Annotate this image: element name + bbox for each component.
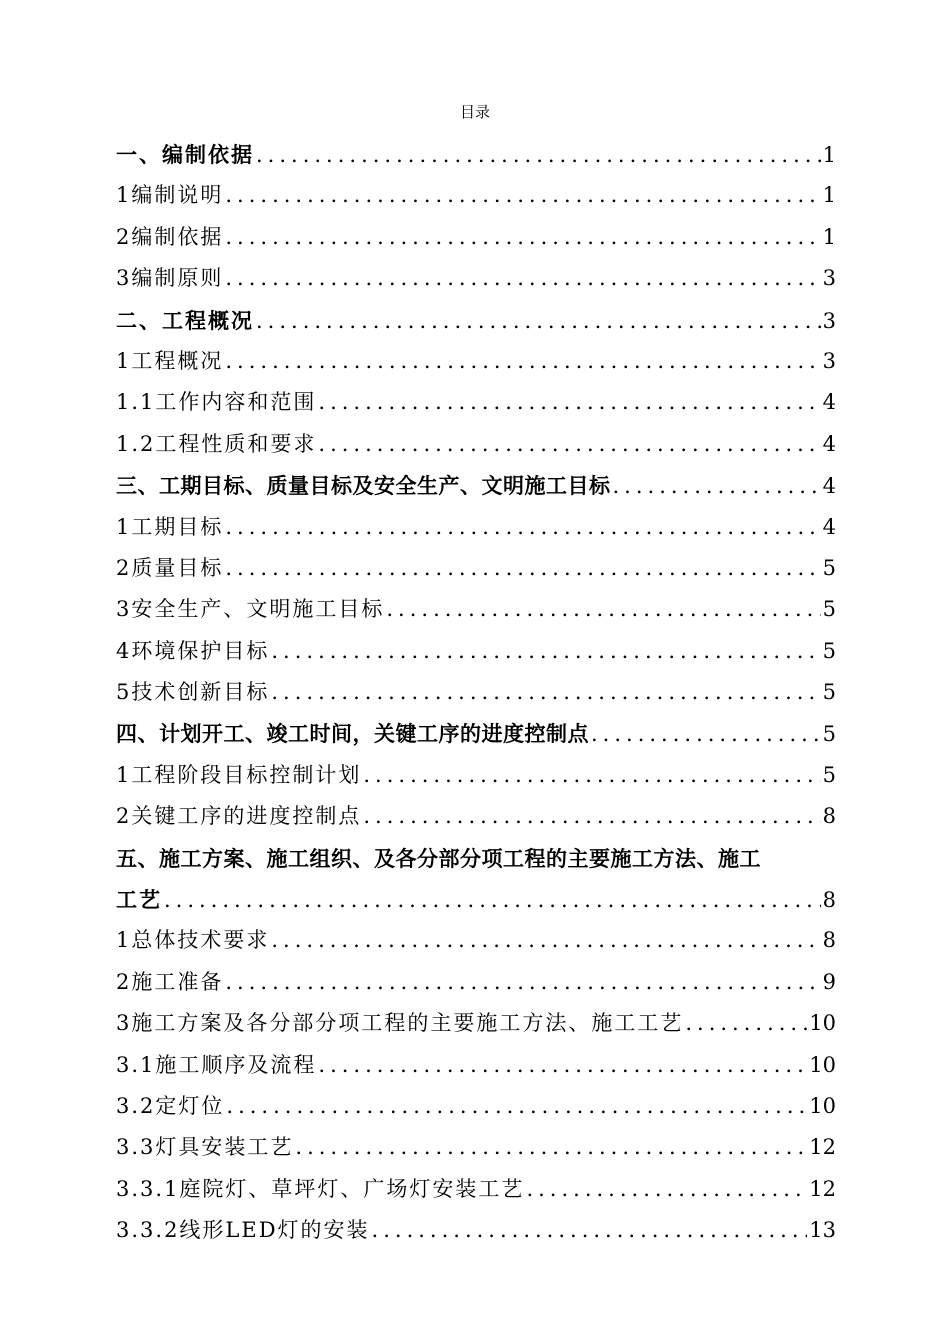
toc-entry-text: 3.3.2线形LED灯的安装 xyxy=(116,1218,370,1243)
toc-entry-text: 四、计划开工、竣工时间，关键工序的进度控制点 xyxy=(116,721,589,747)
toc-entry-page: 5 xyxy=(822,722,836,747)
toc-entry[interactable] xyxy=(116,920,836,961)
toc-entry-page: 10 xyxy=(809,1093,836,1118)
toc-entry-page: 5 xyxy=(822,638,836,663)
toc-entry-text: 二、工程概况 xyxy=(116,307,254,333)
toc-leader xyxy=(591,714,821,754)
toc-entry-page: 12 xyxy=(809,1176,836,1201)
toc-entry-page: 1 xyxy=(822,224,836,249)
toc-leader xyxy=(295,1127,807,1168)
toc-leader xyxy=(318,424,820,465)
toc-entry-text: 2施工准备 xyxy=(116,969,224,994)
toc-entry-continuation[interactable] xyxy=(116,879,836,920)
toc-entry-page: 8 xyxy=(822,804,836,829)
toc-entry[interactable] xyxy=(116,589,836,630)
toc-entry-page: 5 xyxy=(822,680,836,705)
toc-entry-page: 5 xyxy=(822,762,836,787)
toc-entry[interactable] xyxy=(116,1003,836,1044)
toc-entry-text: 一、编制依据 xyxy=(116,142,254,167)
toc-leader xyxy=(271,672,820,713)
toc-entry[interactable] xyxy=(116,548,836,589)
toc-leader xyxy=(526,1169,807,1210)
toc-entry[interactable] xyxy=(116,1169,836,1210)
toc-leader xyxy=(372,1210,808,1251)
toc-entry-page: 1 xyxy=(822,183,836,208)
toc-leader xyxy=(164,880,821,920)
toc-entry[interactable] xyxy=(116,424,836,465)
toc-entry-text: 1总体技术要求 xyxy=(116,928,270,953)
toc-entry-page: 12 xyxy=(809,1135,836,1160)
toc-entry-page: 8 xyxy=(822,928,836,953)
toc-leader xyxy=(225,507,820,548)
toc-leader xyxy=(225,341,820,382)
toc-leader xyxy=(226,1086,807,1127)
toc-leader xyxy=(225,175,820,216)
toc-entry-text: 3.3.1庭院灯、草坪灯、广场灯安装工艺 xyxy=(116,1176,525,1201)
toc-entry-text: 1工程阶段目标控制计划 xyxy=(116,762,362,787)
toc-entry[interactable] xyxy=(116,796,836,837)
toc-entry-page: 9 xyxy=(822,969,836,994)
page-title: 目录 xyxy=(459,103,490,121)
toc-leader xyxy=(271,920,820,961)
toc-entry-text: 4环境保护目标 xyxy=(116,638,270,663)
toc-leader xyxy=(685,1003,807,1044)
toc-entry-text: 1.1工作内容和范围 xyxy=(116,390,317,415)
toc-entry-text: 2编制依据 xyxy=(116,224,224,249)
toc-entry-page: 4 xyxy=(822,474,836,499)
toc-entry[interactable] xyxy=(116,1127,836,1168)
toc-entry[interactable] xyxy=(116,465,836,506)
toc-entry[interactable] xyxy=(116,672,836,713)
toc-entry[interactable] xyxy=(116,755,836,796)
toc-entry-text: 2关键工序的进度控制点 xyxy=(116,804,362,829)
toc-entry[interactable] xyxy=(116,1086,836,1127)
toc-entry-wrapped-line[interactable] xyxy=(116,838,836,879)
toc-entry-text: 工艺 xyxy=(116,887,162,913)
toc-entry-text: 三、工期目标、质量目标及安全生产、文明施工目标 xyxy=(116,473,611,499)
toc-leader xyxy=(256,135,821,175)
toc-entry-page: 10 xyxy=(809,1011,836,1036)
table-of-contents xyxy=(116,134,836,1252)
toc-entry-page: 5 xyxy=(822,597,836,622)
toc-entry-text: 3.3灯具安装工艺 xyxy=(116,1135,294,1160)
toc-leader xyxy=(318,1045,807,1086)
toc-entry[interactable] xyxy=(116,300,836,341)
toc-entry-page: 3 xyxy=(822,348,836,373)
toc-leader xyxy=(386,589,820,630)
toc-entry-text: 5技术创新目标 xyxy=(116,680,270,705)
toc-entry[interactable] xyxy=(116,134,836,175)
toc-leader xyxy=(225,258,820,299)
toc-entry-text: 1工期目标 xyxy=(116,514,224,539)
toc-entry-page: 8 xyxy=(822,888,836,913)
toc-leader xyxy=(363,755,820,796)
toc-entry-text: 3.1施工顺序及流程 xyxy=(116,1052,317,1077)
toc-entry-page: 13 xyxy=(809,1218,836,1243)
toc-leader xyxy=(318,382,820,423)
toc-entry[interactable] xyxy=(116,962,836,1003)
toc-entry-text: 2质量目标 xyxy=(116,555,224,580)
toc-entry-text: 1.2工程性质和要求 xyxy=(116,431,317,456)
toc-entry-text: 五、施工方案、施工组织、及各分部分项工程的主要施工方法、施工 xyxy=(116,845,761,871)
toc-leader xyxy=(271,631,820,672)
toc-entry-text: 3施工方案及各分部分项工程的主要施工方法、施工工艺 xyxy=(116,1011,684,1036)
toc-entry-page: 10 xyxy=(809,1052,836,1077)
toc-entry-page: 3 xyxy=(822,266,836,291)
toc-leader xyxy=(363,796,820,837)
toc-entry-page: 4 xyxy=(822,390,836,415)
toc-leader xyxy=(256,301,821,341)
toc-entry-page: 3 xyxy=(822,308,836,333)
toc-entry-text: 3.2定灯位 xyxy=(116,1093,225,1118)
toc-entry[interactable] xyxy=(116,1045,836,1086)
toc-leader xyxy=(613,466,821,506)
toc-entry[interactable] xyxy=(116,175,836,216)
toc-entry[interactable] xyxy=(116,631,836,672)
toc-entry-page: 4 xyxy=(822,514,836,539)
toc-entry-text: 3安全生产、文明施工目标 xyxy=(116,597,385,622)
toc-entry-text: 1编制说明 xyxy=(116,183,224,208)
toc-entry[interactable] xyxy=(116,341,836,382)
toc-entry-text: 3编制原则 xyxy=(116,266,224,291)
toc-entry[interactable] xyxy=(116,382,836,423)
toc-entry[interactable] xyxy=(116,217,836,258)
toc-entry-page: 1 xyxy=(822,143,836,167)
toc-leader xyxy=(225,962,820,1003)
toc-entry-text: 1工程概况 xyxy=(116,348,224,373)
toc-leader xyxy=(225,548,820,589)
toc-leader xyxy=(225,217,820,258)
toc-entry-page: 4 xyxy=(822,431,836,456)
toc-entry-page: 5 xyxy=(822,555,836,580)
toc-entry[interactable] xyxy=(116,258,836,299)
toc-entry[interactable] xyxy=(116,1210,836,1251)
toc-entry[interactable] xyxy=(116,713,836,754)
toc-entry[interactable] xyxy=(116,507,836,548)
